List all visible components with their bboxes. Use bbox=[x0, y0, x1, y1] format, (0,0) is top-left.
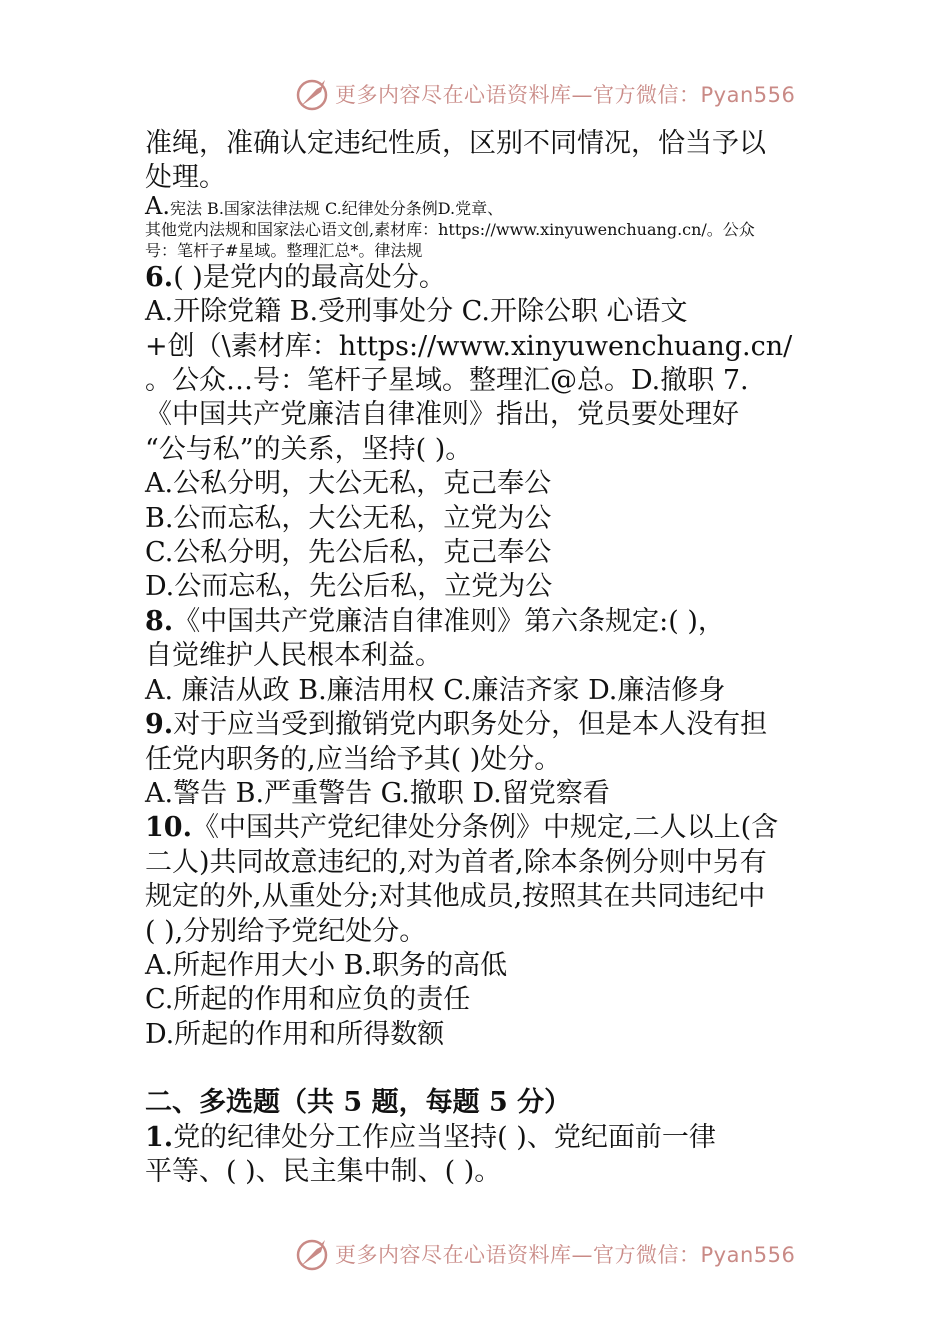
text-line bbox=[145, 880, 813, 914]
text-run: “公与私”的关系，坚持( )。 bbox=[145, 433, 473, 465]
text-run: D.所起的作用和所得数额 bbox=[145, 1018, 445, 1050]
text-run: 。公众…号：笔杆子星域。整理汇@总。D.撤职 7. bbox=[145, 365, 749, 397]
document-body bbox=[145, 127, 813, 1189]
text-run: C.公私分明，先公后私，克己奉公 bbox=[145, 537, 552, 569]
text-run: 其他党内法规和国家法心语文创,素材库：https://www.xinyuwenchuang.cn/。公众 bbox=[145, 219, 755, 239]
text-line bbox=[145, 261, 813, 295]
text-run: 《中国共产党廉洁自律准则》第六条规定:( )， bbox=[173, 605, 725, 637]
text-line bbox=[145, 219, 813, 240]
text-line bbox=[145, 846, 813, 880]
watermark-banner-bottom bbox=[295, 1234, 795, 1274]
text-line bbox=[145, 1121, 813, 1155]
text-line bbox=[145, 708, 813, 742]
text-run: 二、多选题（共 5 题，每题 5 分） bbox=[145, 1087, 572, 1119]
text-run: A.公私分明，大公无私，克己奉公 bbox=[145, 468, 552, 500]
text-line bbox=[145, 467, 813, 501]
text-run: A.警告 B.严重警告 G.撤职 D.留党察看 bbox=[145, 777, 610, 809]
text-line bbox=[145, 743, 813, 777]
text-run: B.公而忘私，大公无私，立党为公 bbox=[145, 502, 552, 534]
text-line bbox=[145, 330, 813, 364]
text-line bbox=[145, 811, 813, 845]
text-run: A. 廉洁从政 B.廉洁用权 C.廉洁齐家 D.廉洁修身 bbox=[145, 674, 726, 706]
watermark-text: 更多内容尽在心语资料库—官方微信：Pyan556 bbox=[335, 1243, 796, 1267]
text-line bbox=[145, 364, 813, 398]
text-run: D.公而忘私，先公后私，立党为公 bbox=[145, 571, 553, 603]
text-run: C.所起的作用和应负的责任 bbox=[145, 984, 471, 1016]
text-run: A.开除党籍 B.受刑事处分 C.开除公职 心语文 bbox=[145, 296, 688, 328]
quill-logo-icon bbox=[295, 76, 331, 112]
text-run: 号：笔杆子#星域。整理汇总*。律法规 bbox=[145, 240, 423, 260]
text-run: 《中国共产党廉洁自律准则》指出，党员要处理好 bbox=[145, 399, 739, 431]
text-line bbox=[145, 915, 813, 949]
text-line bbox=[145, 127, 813, 161]
text-line bbox=[145, 240, 813, 261]
watermark-banner-top bbox=[295, 74, 795, 114]
text-run: 自觉维护人民根本利益。 bbox=[145, 640, 442, 672]
text-run: 二人)共同故意违纪的,对为首者,除本条例分则中另有 bbox=[145, 846, 767, 878]
text-run: 处理。 bbox=[145, 162, 226, 194]
text-line bbox=[145, 605, 813, 639]
text-run: 规定的外,从重处分;对其他成员,按照其在共同违纪中 bbox=[145, 881, 766, 913]
text-run: 党的纪律处分工作应当坚持( )、党纪面前一律 bbox=[173, 1121, 716, 1153]
question-number: 6. bbox=[145, 261, 174, 293]
option-lead: A. bbox=[145, 191, 170, 220]
text-line bbox=[145, 983, 813, 1017]
text-line bbox=[145, 639, 813, 673]
quill-logo-icon bbox=[295, 1236, 331, 1272]
text-run: +创（\素材库：https://www.xinyuwenchuang.cn/ bbox=[145, 330, 793, 362]
text-line bbox=[145, 433, 813, 467]
text-line bbox=[145, 502, 813, 536]
text-line bbox=[145, 570, 813, 604]
text-line bbox=[145, 295, 813, 329]
text-run: ( ),分别给予党纪处分。 bbox=[145, 915, 427, 947]
blank-line bbox=[145, 1052, 813, 1086]
question-number: 9. bbox=[145, 709, 174, 741]
text-run: A.所起作用大小 B.职务的高低 bbox=[145, 949, 508, 981]
text-run: 准绳，准确认定违纪性质，区别不同情况，恰当予以 bbox=[145, 128, 766, 159]
text-run: 《中国共产党纪律处分条例》中规定,二人以上(含 bbox=[191, 812, 779, 844]
text-line bbox=[145, 1155, 813, 1189]
question-number: 10. bbox=[145, 812, 192, 844]
text-line bbox=[145, 191, 813, 220]
text-line bbox=[145, 161, 813, 195]
watermark-text: 更多内容尽在心语资料库—官方微信：Pyan556 bbox=[335, 83, 796, 107]
text-line bbox=[145, 674, 813, 708]
text-run: 任党内职务的,应当给予其( )处分。 bbox=[145, 743, 562, 775]
text-line bbox=[145, 949, 813, 983]
text-line bbox=[145, 398, 813, 432]
text-run: 对于应当受到撤销党内职务处分，但是本人没有担 bbox=[173, 709, 768, 741]
text-run: ( )是党内的最高处分。 bbox=[173, 261, 446, 293]
question-number: 1. bbox=[145, 1121, 174, 1153]
question-number: 8. bbox=[145, 605, 174, 637]
text-run: 平等、( )、民主集中制、( )。 bbox=[145, 1155, 502, 1187]
text-line bbox=[145, 1018, 813, 1052]
text-line bbox=[145, 777, 813, 811]
text-line bbox=[145, 536, 813, 570]
section-heading bbox=[145, 1086, 813, 1120]
text-run: 宪法 B.国家法律法规 C.纪律处分条例D.党章、 bbox=[169, 198, 504, 218]
